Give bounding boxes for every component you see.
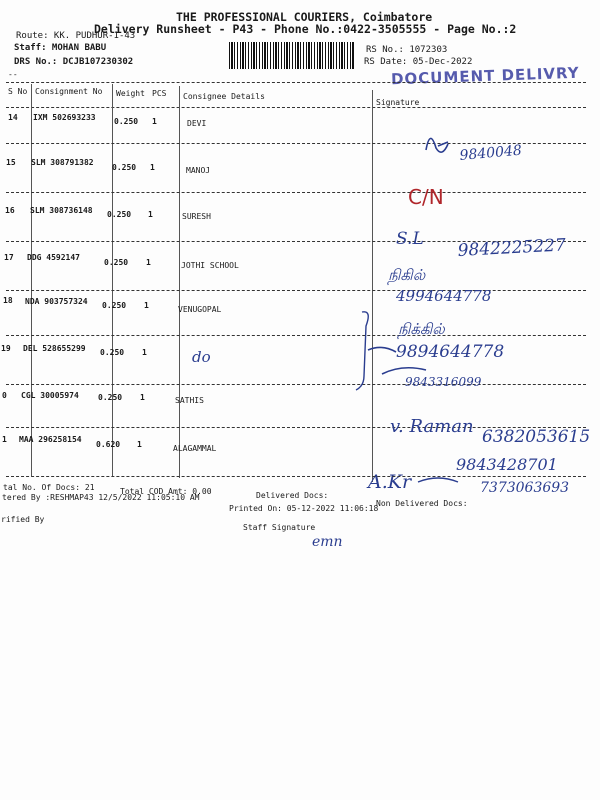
row-sno: 1 <box>2 435 7 444</box>
bracket-mark <box>356 312 368 390</box>
col-consignment: Consignment No <box>35 87 103 96</box>
rs-number: RS No.: 1072303 <box>366 45 448 55</box>
row-sno: 16 <box>5 206 15 215</box>
row-consignment: DEL 528655299 <box>23 344 86 353</box>
row-consignment: CGL 30005974 <box>21 391 79 400</box>
col-signature: Signature <box>376 98 420 107</box>
row-weight: 0.250 <box>112 163 137 172</box>
staff-label: Staff: MOHAN BABU <box>14 43 107 53</box>
row-weight: 0.620 <box>96 440 121 449</box>
hw-row15-cn: C/N <box>408 185 444 209</box>
row-consignment: IXM 502693233 <box>33 113 96 122</box>
row-weight: 0.250 <box>104 258 129 267</box>
row-consignee: VENUGOPAL <box>178 305 222 314</box>
row-consignment: MAA 296258154 <box>19 435 82 444</box>
col-weight: Weight <box>116 89 145 98</box>
staff-signature-label: Staff Signature <box>243 523 316 532</box>
col-pcs: PCS <box>152 89 167 98</box>
row-consignment: SLM 308791382 <box>31 158 94 167</box>
hw-row14: 9840048 <box>458 142 523 164</box>
row-consignee: JOTHI SCHOOL <box>181 261 239 270</box>
row-weight: 0.250 <box>100 348 125 357</box>
hw-row19-ditto: do <box>192 348 211 366</box>
route-label: Route: KK. PUDHUR-1-43 <box>16 31 136 41</box>
hw-staff-signature: emn <box>312 534 343 550</box>
col-consignee: Consignee Details <box>183 92 265 101</box>
row-pcs: 1 <box>140 393 145 402</box>
hw-row21-phone2: 7373063693 <box>480 480 570 496</box>
document-delivery-stamp: DOCUMENT DELIVRY <box>390 63 580 89</box>
row-sno: 0 <box>2 391 7 400</box>
row-weight: 0.250 <box>98 393 123 402</box>
company-title: THE PROFESSIONAL COURIERS, Coimbatore <box>176 10 433 24</box>
hw-row17-phone: 4994644778 <box>396 287 492 305</box>
row-consignee: SURESH <box>182 212 211 221</box>
hw-row18-tamil: நிக்கில் <box>398 320 445 338</box>
row-consignment: SLM 308736148 <box>30 206 93 215</box>
hw-row20-phone: 6382053615 <box>482 427 591 447</box>
row-consignee: DEVI <box>187 119 207 128</box>
signature-scribble <box>418 478 458 482</box>
delivered-docs: Delivered Docs: <box>256 491 329 500</box>
row-pcs: 1 <box>146 258 151 267</box>
total-cod: Total COD Amt: 0.00 <box>120 487 212 496</box>
row-pcs: 1 <box>137 440 142 449</box>
row-consignee: SATHIS <box>175 396 204 405</box>
top-dashes: -- <box>8 70 18 79</box>
hw-row16-phone: 9842225227 <box>457 235 567 261</box>
col-sno: S No <box>8 87 28 96</box>
hw-row19-phone: 9843316099 <box>405 375 482 389</box>
row-weight: 0.250 <box>107 210 132 219</box>
entered-by: tered By :RESHMAP43 12/5/2022 11:05:10 AM <box>2 493 200 502</box>
runsheet-subtitle: Delivery Runsheet - P43 - Phone No.:0422-3505555 - Page No.:2 <box>94 22 517 36</box>
hw-row21-name: A.Kr <box>368 471 412 493</box>
row-pcs: 1 <box>144 301 149 310</box>
hw-row16-name: S.L <box>396 229 424 249</box>
printed-on: Printed On: 05-12-2022 11:06:18 <box>229 504 379 513</box>
row-sno: 17 <box>4 253 14 262</box>
hw-row18-phone: 9894644778 <box>396 342 505 362</box>
row-pcs: 1 <box>142 348 147 357</box>
row-consignment: NDA 903757324 <box>25 297 88 306</box>
row-sno: 15 <box>6 158 16 167</box>
row-sno: 14 <box>8 113 18 122</box>
signature-scribble <box>426 138 448 152</box>
row-pcs: 1 <box>148 210 153 219</box>
row-pcs: 1 <box>150 163 155 172</box>
row-consignee: MANOJ <box>186 166 211 175</box>
total-docs: tal No. Of Docs: 21 <box>3 483 95 492</box>
hw-row20-name: v. Raman <box>390 416 474 437</box>
row-pcs: 1 <box>152 117 157 126</box>
hw-row21-phone1: 9843428701 <box>456 455 558 474</box>
rs-date: RS Date: 05-Dec-2022 <box>364 57 473 67</box>
row-consignment: DDG 4592147 <box>27 253 80 262</box>
row-weight: 0.250 <box>102 301 127 310</box>
row-consignee: ALAGAMMAL <box>173 444 217 453</box>
verified-by: rified By <box>1 515 45 524</box>
hw-row17-tamil: நிகில் <box>388 266 426 284</box>
footer-rule <box>6 476 586 477</box>
row-weight: 0.250 <box>114 117 139 126</box>
row-sno: 18 <box>3 296 13 305</box>
row-sno: 19 <box>1 344 11 353</box>
non-delivered-docs: Non Delivered Docs: <box>376 499 468 508</box>
drs-number: DRS No.: DCJB107230302 <box>14 57 134 67</box>
